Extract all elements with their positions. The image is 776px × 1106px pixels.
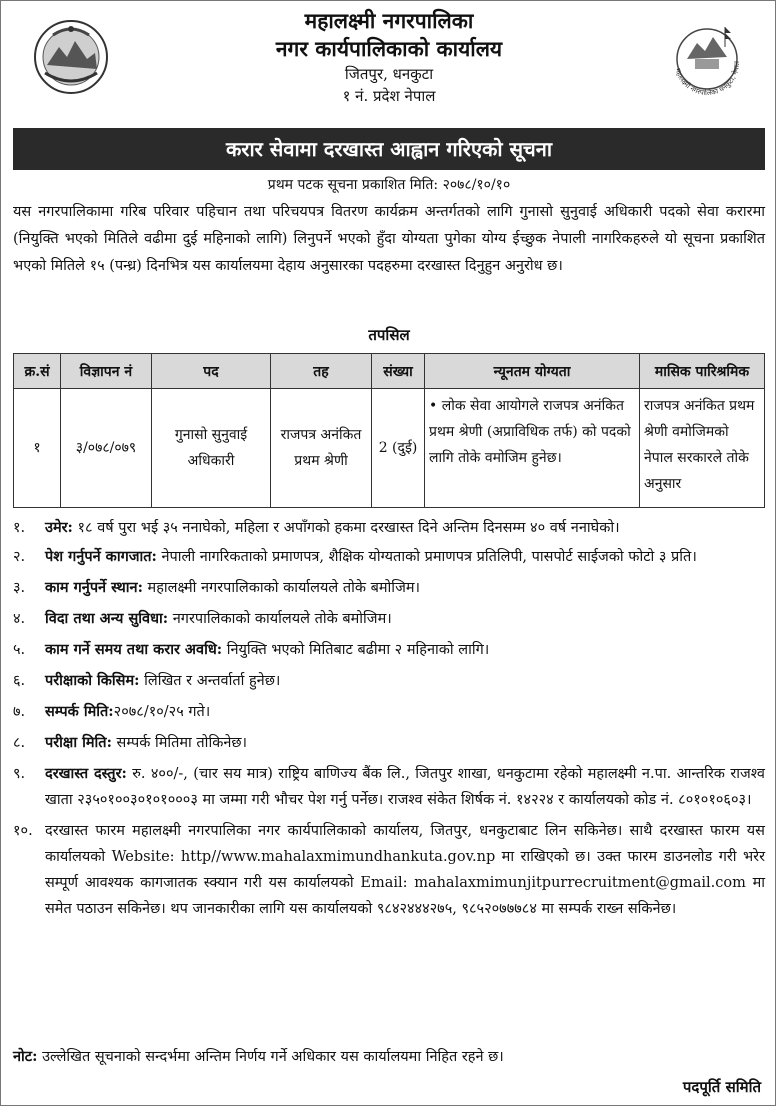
office-name: नगर कार्यपालिकाको कार्यालय bbox=[275, 36, 503, 61]
list-item: ६. परीक्षाको किसिम: लिखित र अन्तर्वार्ता हुनेछ। bbox=[13, 672, 281, 689]
cell-qualification: • लोक सेवा आयोगले राजपत्र अनंकित प्रथम श्रेणी (अप्राविधिक तर्फ) को पदको लागि तोके वमोजिम हुनेछ। bbox=[425, 389, 640, 508]
intro-paragraph: यस नगरपालिकामा गरिब परिवार पहिचान तथा परिचयपत्र वितरण कार्यक्रम अन्तर्गतको लागि गुनासो सुनुवाई अधिकारी पदको सेवा करारमा (नियुक्ति भएको मितिले वढीमा दुई महिनाको लागि) लिनुपर्ने भएको हुँदा योग्यता पुगेका योग्य ईच्छुक नेपाली नागरिकहरुले यो सूचना प्रकाशित भएको मितिले १५ (पन्ध्र) दिनभित्र यस कार्यालयमा देहाय अनुसारका पदहरुमा दरखास्त दिनुहुन अनुरोध छ। bbox=[13, 204, 765, 274]
list-item: २. पेश गर्नुपर्ने कागजात: नेपाली नागरिकताको प्रमाणपत्र, शैक्षिक योग्यताको प्रमाणपत्र प्रतिलिपी, पासपोर्ट साईजको फोटो ३ प्रति। bbox=[13, 548, 697, 565]
list-item: १०. दरखास्त फारम महालक्ष्मी नगरपालिका नगर कार्यपालिकाको कार्यालय, जितपुर, धनकुटाबाट लिन सकिनेछ। साथै दरखास्त फारम यस कार्यालयको Website: http//www.mahalaxmimundhankuta.gov.np मा राखिएको छ। उक्त फारम डाउनलोड गरी भरेर सम्पूर्ण आवश्यक कागजातक स्क्यान गरी यस कार्यालयको Email: mahalaxmimunjitpurrecruitment@gmail.com मा समेत पठाउन सकिनेछ। थप जानकारीका लागि यस कार्यालयको ९८४२४४४२७५, ९८५२०७७७८४ मा सम्पर्क राख्न सकिनेछ। bbox=[13, 823, 765, 917]
col-qualification: न्यूनतम योग्यता bbox=[425, 354, 640, 389]
list-item: १. उमेर: १८ वर्ष पुरा भई ३५ ननाघेको, महिला र अपाँगको हकमा दरखास्त दिने अन्तिम दिनसम्म ४० वर्ष ननाघेको। bbox=[13, 519, 620, 536]
nepal-emblem-icon bbox=[31, 17, 111, 95]
list-item: ९. दरखास्त दस्तुर: रु. ४००/-, (चार सय मात्र) राष्ट्रिय बाणिज्य बैंक लि., जितपुर शाखा, धनकुटामा रहेको महालक्ष्मी न.पा. आन्तरिक राजश्व खाता २३५०१००३०१०१०००३ मा जम्मा गरी भौचर पेश गर्नु पर्नेछ। राजश्व संकेत शिर्षक नं. १४२२४ र कार्यालयको कोड नं. ८०१०१०६०३। bbox=[13, 765, 765, 808]
col-adv-no: विज्ञापन नं bbox=[61, 354, 152, 389]
office-header bbox=[151, 7, 627, 107]
note: नोट: उल्लेखित सूचनाको सन्दर्भमा अन्तिम निर्णय गर्ने अधिकार यस कार्यालयमा निहित रहने छ। bbox=[13, 1048, 504, 1065]
col-sn: क्र.सं bbox=[14, 354, 61, 389]
cell-salary: राजपत्र अनंकित प्रथम श्रेणी वमोजिमको नेपाल सरकारले तोके अनुसार bbox=[640, 389, 765, 508]
list-item: ७. सम्पर्क मिति:२०७८/१०/२५ गते। bbox=[13, 703, 211, 720]
col-post: पद bbox=[152, 354, 271, 389]
office-address: जितपुर, धनकुटा bbox=[344, 65, 434, 83]
table-heading: तपसिल bbox=[368, 326, 410, 344]
table-header-row bbox=[14, 354, 765, 389]
col-level: तह bbox=[271, 354, 372, 389]
logo-text: महालक्ष्मी नगरपालिका धनकुटा, नेपाल bbox=[673, 61, 742, 98]
conditions-list bbox=[13, 515, 765, 922]
cell-adv-no: ३/०७८/०७९ bbox=[61, 389, 152, 508]
list-item: ३. काम गर्नुपर्ने स्थान: महालक्ष्मी नगरपालिकाको कार्यालयले तोके बमोजिम। bbox=[13, 579, 420, 596]
publish-date: प्रथम पटक सूचना प्रकाशित मिति: २०७८/१०/१० bbox=[267, 177, 511, 193]
cell-level: राजपत्र अनंकित प्रथम श्रेणी bbox=[271, 389, 372, 508]
col-count: संख्या bbox=[372, 354, 425, 389]
municipality-logo-icon bbox=[665, 19, 749, 99]
table-row bbox=[14, 389, 765, 508]
list-item: ५. काम गर्ने समय तथा करार अवधि: नियुक्ति भएको मितिबाट बढीमा २ महिनाको लागि। bbox=[13, 641, 490, 658]
vacancy-table bbox=[13, 353, 765, 508]
notice-title: करार सेवामा दरखास्त आह्वान गरिएको सूचना bbox=[13, 128, 765, 170]
cell-count: 2 (दुई) bbox=[372, 389, 425, 508]
list-item: ४. विदा तथा अन्य सुविधा: नगरपालिकाको कार्यालयले तोके बमोजिम। bbox=[13, 610, 392, 627]
office-province: १ नं. प्रदेश नेपाल bbox=[342, 87, 436, 105]
cell-post: गुनासो सुनुवाई अधिकारी bbox=[152, 389, 271, 508]
cell-sn: १ bbox=[14, 389, 61, 508]
org-name: महालक्ष्मी नगरपालिका bbox=[304, 8, 474, 33]
list-item: ८. परीक्षा मिति: सम्पर्क मितिमा तोकिनेछ। bbox=[13, 734, 248, 751]
signature-committee: पदपूर्ति समिति bbox=[682, 1078, 761, 1096]
col-salary: मासिक पारिश्रमिक bbox=[640, 354, 765, 389]
